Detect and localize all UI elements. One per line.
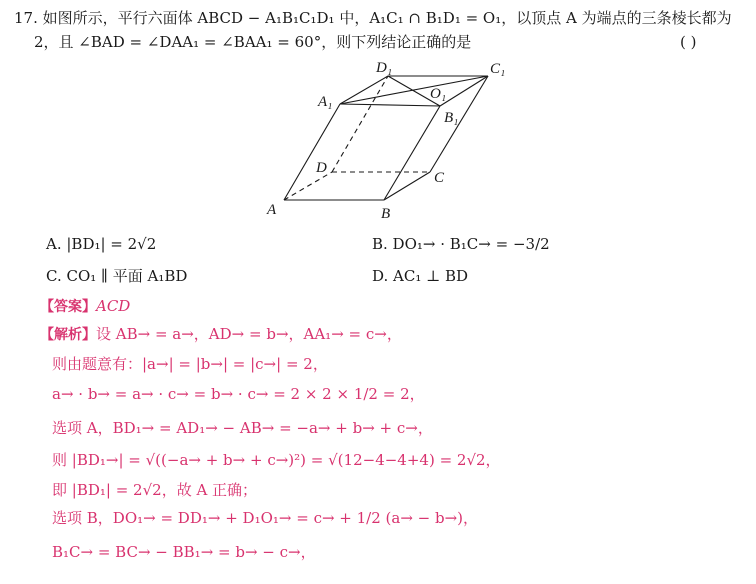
label-B: B [381,206,391,222]
label-C1: C₁ [490,61,506,77]
option-a: A. |BD₁| = 2√2 [46,235,157,253]
edge-A1B1 [340,104,440,106]
label-B1: B₁ [444,110,459,126]
option-c: C. CO₁ ∥ 平面 A₁BD [46,267,188,285]
answer-parentheses: ( ) [680,33,697,51]
analysis-line-6: 即 |BD₁| = 2√2，故 A 正确； [52,481,258,499]
hidden-edge-AD [284,172,332,200]
analysis-line-5: 则 |BD₁→| = √((−a→ + b→ + c→)²) = √(12−4−4+4) = 2√2， [52,451,501,469]
option-d: D. AC₁ ⊥ BD [372,267,469,285]
answer-tag: 【答案】 [40,299,96,315]
label-A: A [267,202,277,218]
label-C: C [434,170,445,186]
edge-AA1 [284,104,340,200]
analysis-text-1: 设 AB→ = a→，AD→ = b→，AA₁→ = c→， [96,325,402,343]
analysis-tag: 【解析】 [40,327,96,343]
option-b: B. DO₁→ · B₁C→ = −3/2 [372,235,550,253]
hidden-edge-DD1 [332,76,388,172]
edge-BC [384,172,430,200]
question-line-2: 2，且 ∠BAD = ∠DAA₁ = ∠BAA₁ = 60°，则下列结论正确的是 [34,33,472,51]
edge-BB1 [384,106,440,200]
analysis-line-4: 选项 A，BD₁→ = AD₁→ − AB→ = −a→ + b→ + c→， [52,419,433,437]
label-O1: O₁ [430,86,447,102]
label-D1: D₁ [376,60,393,76]
question-line-1: 17. 如图所示，平行六面体 ABCD − A₁B₁C₁D₁ 中，A₁C₁ ∩ B₁D₁ = O₁，以顶点 A 为端点的三条棱长都为 [14,9,732,27]
answer-value: ACD [96,297,131,315]
label-A1: A₁ [318,94,333,110]
analysis-line-2: 则由题意有：|a→| = |b→| = |c→| = 2， [52,355,328,373]
analysis-line-3: a→ · b→ = a→ · c→ = b→ · c→ = 2 × 2 × 1/2 = 2， [52,385,425,403]
analysis-line-7: 选项 B，DO₁→ = DD₁→ + D₁O₁→ = c→ + 1/2 (a→ − b→)， [52,509,479,527]
answer-row [40,296,130,317]
analysis-line-8: B₁C→ = BC→ − BB₁→ = b→ − c→， [52,543,316,561]
label-D: D [316,160,327,176]
analysis-line-1 [40,324,402,345]
